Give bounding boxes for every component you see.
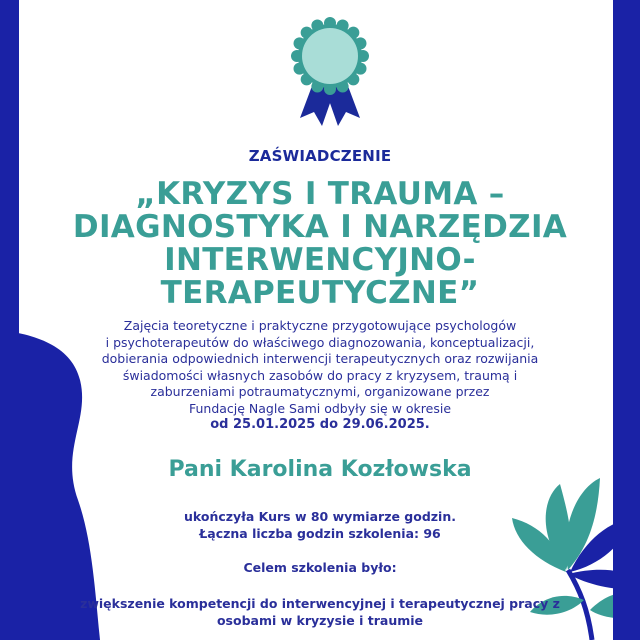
course-period: od 25.01.2025 do 29.06.2025.	[210, 417, 430, 432]
goal-label: Celem szkolenia było:	[243, 560, 397, 575]
course-goal	[0, 596, 640, 629]
course-title-line: „KRYZYS I TRAUMA –	[135, 176, 505, 212]
description-line: zaburzeniami potraumatycznymi, organizowane przez	[150, 384, 490, 399]
course-title-line: DIAGNOSTYKA I NARZĘDZIA	[72, 209, 568, 245]
description-line: dobierania odpowiednich interwencji terapeutycznych oraz rozwijania	[101, 351, 539, 366]
award-rosette-icon	[291, 17, 369, 126]
description-line: Fundację Nagle Sami odbyły się w okresie	[188, 400, 452, 416]
goal-line: osobami w kryzysie i traumie	[216, 612, 424, 628]
course-hours	[0, 509, 640, 542]
hours-line: ukończyła Kurs w 80 wymiarze godzin.	[184, 509, 456, 524]
course-title-line: TERAPEUTYCZNE”	[160, 275, 480, 311]
certificate-heading: ZAŚWIADCZENIE	[248, 147, 392, 165]
hours-line: Łączna liczba godzin szkolenia: 96	[199, 525, 441, 541]
description-line: świadomości własnych zasobów do pracy z kryzysem, traumą i	[122, 367, 518, 383]
left-blue-band	[0, 0, 19, 640]
right-blue-band	[613, 0, 640, 640]
course-title-line: INTERWENCYJNO-	[164, 242, 476, 278]
recipient-name: Pani Karolina Kozłowska	[168, 457, 472, 482]
description-line: Zajęcia teoretyczne i praktyczne przygotowujące psychologów	[123, 318, 517, 333]
course-title	[0, 178, 640, 310]
goal-line: zwiększenie kompetencji do interwencyjnej i terapeutycznej pracy z	[80, 596, 560, 611]
description-line: i psychoterapeutów do właściwego diagnozowania, konceptualizacji,	[105, 334, 535, 350]
course-description	[96, 318, 544, 434]
